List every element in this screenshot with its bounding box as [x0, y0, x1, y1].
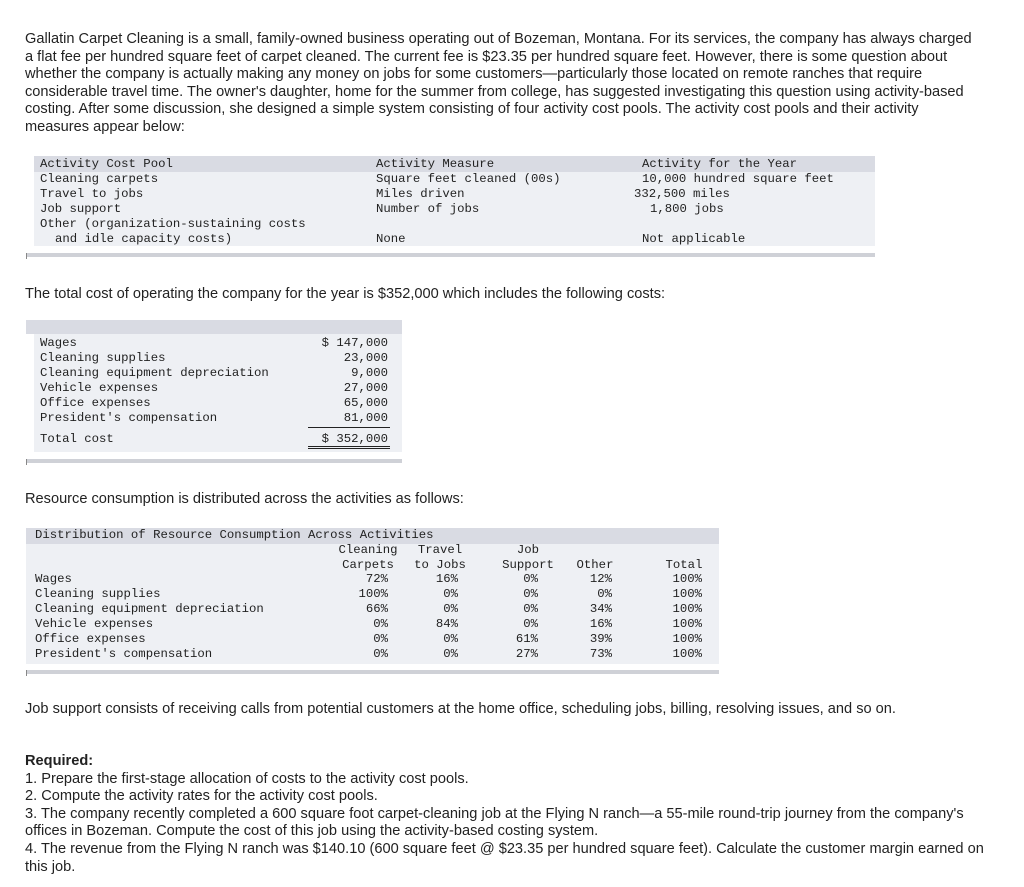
costs-table-rule-tick [26, 459, 27, 465]
cost-label: Office expenses [40, 396, 151, 410]
dist-row-label: Vehicle expenses [35, 617, 154, 631]
pool-name: Job support [40, 202, 122, 216]
dist-table-rule [26, 670, 719, 674]
dist-cell: 100% [672, 602, 702, 616]
cost-amount: 27,000 [343, 381, 388, 395]
dist-col-header-line2: Support [502, 558, 554, 572]
dist-col-header-line2: Other [576, 558, 614, 572]
pool-activity: 10,000 hundred square feet [642, 172, 834, 186]
costs-table-rule [26, 459, 402, 463]
cost-label: President's compensation [40, 411, 218, 425]
dist-cell: 100% [672, 632, 702, 646]
cost-label: Cleaning equipment depreciation [40, 366, 269, 380]
dist-row-label: Office expenses [35, 632, 146, 646]
dist-row-label: Wages [35, 572, 72, 586]
intro-paragraph: Gallatin Carpet Cleaning is a small, family-owned business operating out of Bozeman, Montana. For its services, the company has always charged a flat fee per hundred square feet of carpet cleaned. The current fee is $23.35 per hundred square feet. However, there is some question about whether the company is actually making any money on jobs for some customers—particularly those located on remote ranches that require considerable travel time. The owner's daughter, home for the summer from college, has suggested investigating this question using activity-based costing. After some discussion, she designed a simple system consisting of four activity cost pools. The activity cost pools and their activity measures appear below: [25, 31, 972, 135]
dist-cell: 0% [373, 647, 388, 661]
required-heading: Required: [25, 753, 94, 769]
dist-table-rule-tick [26, 670, 27, 676]
pool-measure: Square feet cleaned (00s) [376, 172, 561, 186]
costs-subtotal-underline [308, 427, 390, 428]
dist-cell: 73% [589, 647, 612, 661]
required-item: 2. Compute the activity rates for the activity cost pools. [25, 788, 378, 805]
dist-cell: 0% [373, 632, 388, 646]
dist-cell: 39% [589, 632, 612, 646]
dist-col-header-line2: to Jobs [414, 558, 466, 572]
dist-cell: 61% [515, 632, 538, 646]
pool-other-line1: Other (organization-sustaining costs [40, 217, 306, 231]
required-item: 3. The company recently completed a 600 square foot carpet-cleaning job at the Flying N ranch—a 55-mile round-trip journey from the company's offices in Bozeman. Compute the cost of this job using the activity-based costing system. [25, 805, 964, 840]
dist-title: Distribution of Resource Consumption Across Activities [35, 528, 434, 542]
pool-other-activity: Not applicable [642, 232, 746, 246]
pools-table-rule [26, 253, 875, 257]
dist-row-label: Cleaning equipment depreciation [35, 602, 264, 616]
required-section [25, 753, 985, 876]
resource-sentence: Resource consumption is distributed across the activities as follows: [25, 491, 464, 507]
pool-name: Travel to jobs [40, 187, 144, 201]
job-support-paragraph: Job support consists of receiving calls from potential customers at the home office, scheduling jobs, billing, resolving issues, and so on. [25, 701, 896, 717]
dist-col-header-line1: Travel [417, 543, 463, 557]
cost-amount: 81,000 [343, 411, 388, 425]
pool-measure: Number of jobs [376, 202, 480, 216]
dist-cell: 0% [523, 572, 538, 586]
dist-cell: 0% [443, 632, 458, 646]
dist-col-header-line2: Total [665, 558, 703, 572]
pool-measure: Miles driven [376, 187, 465, 201]
dist-cell: 0% [523, 617, 538, 631]
costs-total-underline-2 [308, 448, 390, 449]
cost-amount: 9,000 [351, 366, 388, 380]
dist-col-header-line1: Cleaning [338, 543, 398, 557]
pool-other-measure: None [376, 232, 406, 246]
dist-cell: 34% [589, 602, 612, 616]
dist-cell: 100% [672, 572, 702, 586]
dist-cell: 0% [443, 587, 458, 601]
pool-activity: 1,800 jobs [650, 202, 724, 216]
pool-activity: 332,500 miles [634, 187, 730, 201]
dist-cell: 100% [358, 587, 388, 601]
cost-amount: 65,000 [343, 396, 388, 410]
dist-cell: 27% [515, 647, 538, 661]
dist-row-label: Cleaning supplies [35, 587, 161, 601]
required-item: 4. The revenue from the Flying N ranch was $140.10 (600 square feet @ $23.35 per hundred square feet). Calculate the customer margin earned on this job. [25, 840, 984, 875]
dist-cell: 0% [443, 647, 458, 661]
pools-header-measure: Activity Measure [376, 157, 495, 171]
cost-amount: 23,000 [343, 351, 388, 365]
dist-cell: 66% [365, 602, 388, 616]
dist-cell: 84% [435, 617, 458, 631]
dist-cell: 12% [589, 572, 612, 586]
dist-cell: 100% [672, 647, 702, 661]
dist-cell: 72% [365, 572, 388, 586]
dist-cell: 0% [523, 587, 538, 601]
pools-header-activity: Activity for the Year [642, 157, 797, 171]
dist-row-label: President's compensation [35, 647, 213, 661]
cost-amount: $ 147,000 [321, 336, 388, 350]
dist-col-header-line1: Job [516, 543, 540, 557]
pool-other-line2: and idle capacity costs) [55, 232, 233, 246]
total-cost-sentence: The total cost of operating the company for the year is $352,000 which includes the following costs: [25, 286, 666, 302]
dist-cell: 16% [589, 617, 612, 631]
cost-total-label: Total cost [40, 432, 114, 446]
dist-col-header-line2: Carpets [342, 558, 394, 572]
required-item: 1. Prepare the first-stage allocation of costs to the activity cost pools. [25, 770, 469, 787]
cost-label: Wages [40, 336, 77, 350]
cost-label: Vehicle expenses [40, 381, 159, 395]
pool-name: Cleaning carpets [40, 172, 159, 186]
dist-cell: 0% [597, 587, 612, 601]
dist-cell: 0% [523, 602, 538, 616]
costs-total-underline-1 [308, 446, 390, 447]
dist-cell: 100% [672, 617, 702, 631]
cost-total-amount: $ 352,000 [321, 432, 388, 446]
dist-cell: 100% [672, 587, 702, 601]
dist-cell: 0% [373, 617, 388, 631]
costs-header-band [26, 320, 402, 334]
dist-cell: 0% [443, 602, 458, 616]
dist-cell: 16% [435, 572, 458, 586]
cost-label: Cleaning supplies [40, 351, 166, 365]
pools-table-rule-tick [26, 253, 27, 259]
pools-header-pool: Activity Cost Pool [40, 157, 173, 171]
